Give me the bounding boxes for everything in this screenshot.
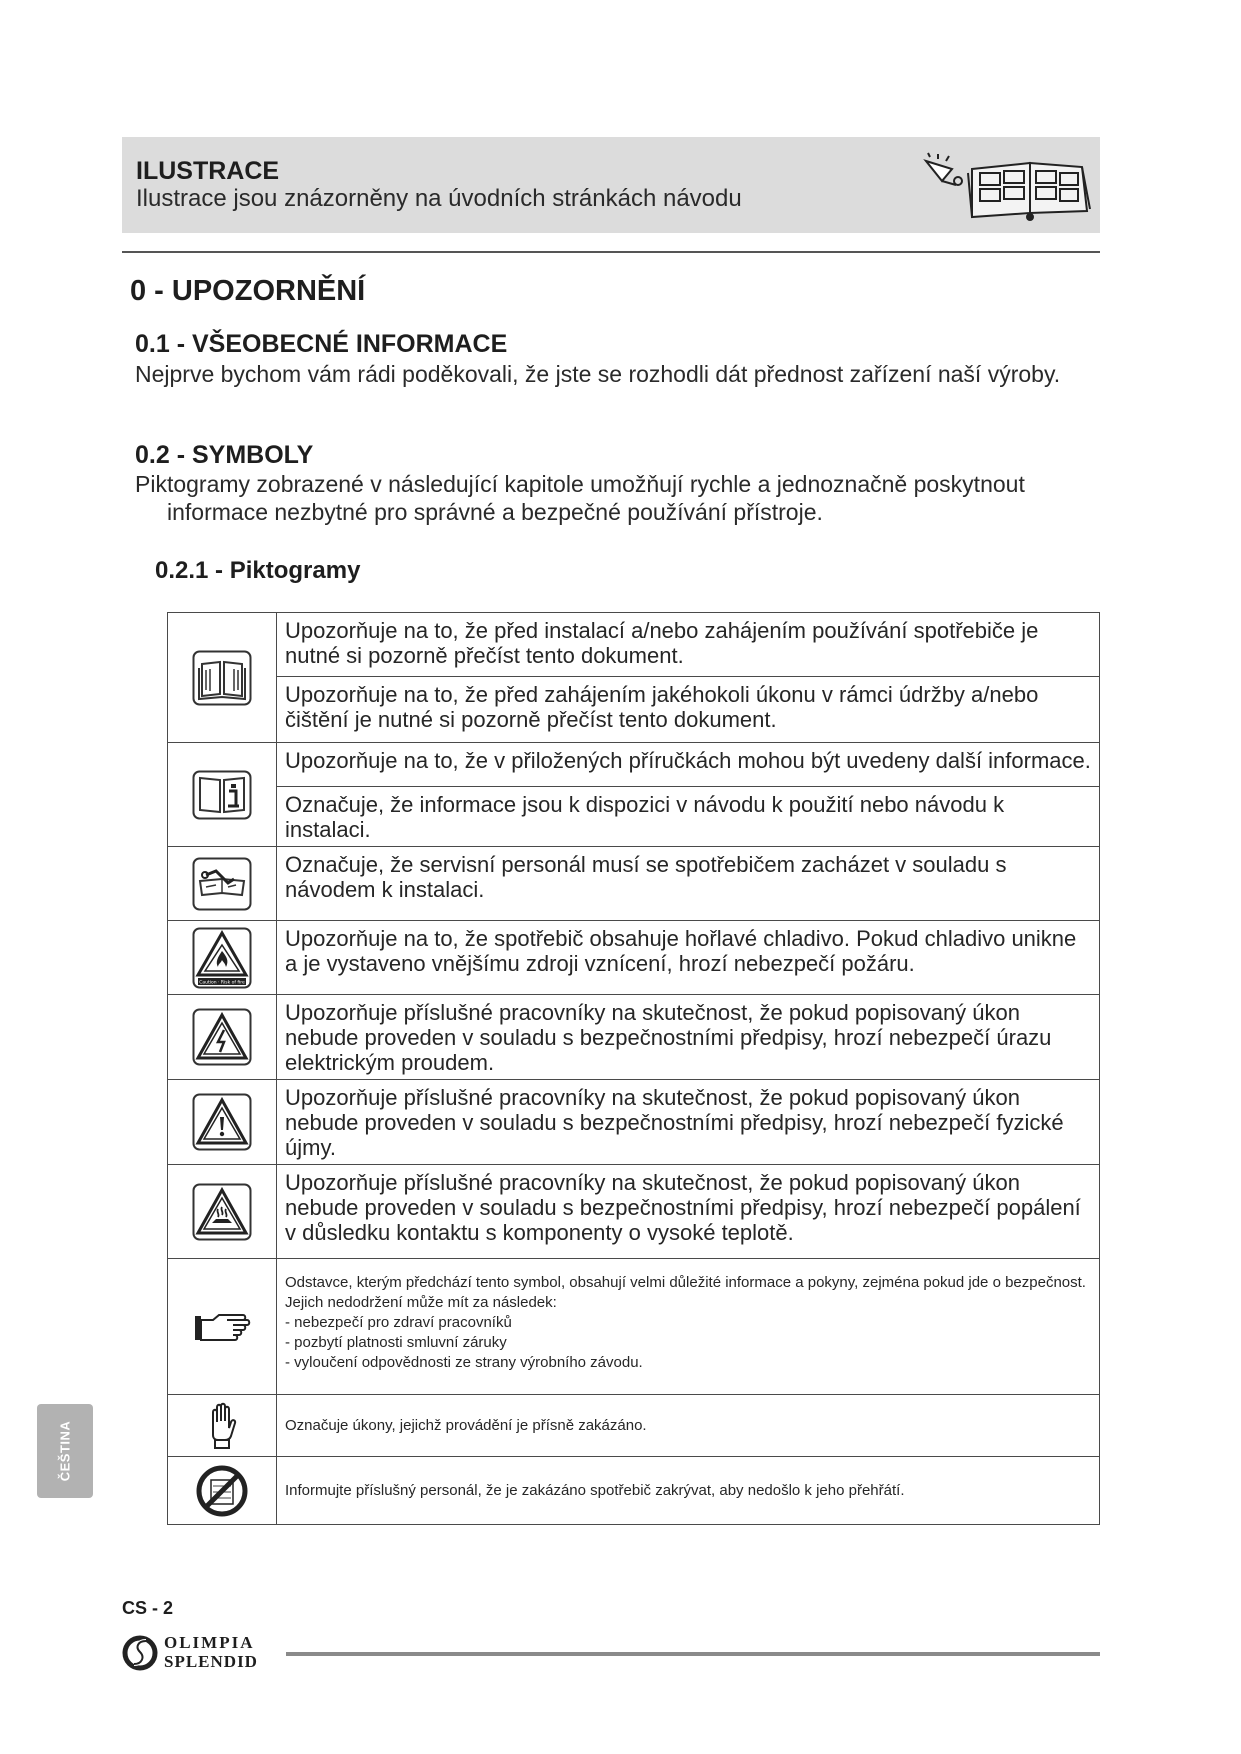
general-danger-icon bbox=[192, 1093, 252, 1151]
illustration-banner bbox=[122, 137, 1100, 233]
section-0-heading: 0 - UPOZORNĚNÍ bbox=[130, 275, 366, 307]
pictogram-text: Upozorňuje na to, že před zahájením jakéhokoli úkonu v rámci údržby a/nebo čištění je nutné si pozorně přečíst tento dokument. bbox=[277, 677, 1100, 743]
pictogram-text: Informujte příslušný personál, že je zakázáno spotřebič zakrývat, aby nedošlo k jeho přehřátí. bbox=[277, 1457, 1100, 1525]
do-not-cover-icon bbox=[195, 1464, 249, 1518]
illustration-title: ILUSTRACE bbox=[136, 157, 280, 185]
flammable-warning-icon bbox=[192, 927, 252, 989]
electric-shock-warning-icon bbox=[192, 1008, 252, 1066]
stop-hand-icon bbox=[207, 1402, 237, 1450]
important-info-cell bbox=[277, 1259, 1100, 1395]
pictogram-cell-info bbox=[168, 743, 277, 847]
pictogram-text: Označuje, že informace jsou k dispozici v návodu k použití nebo návodu k instalaci. bbox=[277, 787, 1100, 847]
flammable-caption: Caution · Risk of fire bbox=[199, 980, 245, 985]
list-item: - nebezpečí pro zdraví pracovníků bbox=[285, 1313, 1091, 1333]
pictogram-text: Upozorňuje příslušné pracovníky na skutečnost, že pokud popisovaný úkon nebude proveden v souladu s bezpečnostními předpisy, hrozí nebezpečí úrazu elektrickým proudem. bbox=[277, 995, 1100, 1080]
pictogram-text: Označuje, že servisní personál musí se spotřebičem zacházet v souladu s návodem k instalaci. bbox=[277, 847, 1100, 921]
page-number: CS - 2 bbox=[122, 1598, 174, 1618]
pictogram-text: Upozorňuje na to, že spotřebič obsahuje hořlavé chladivo. Pokud chladivo unikne a je vystaveno vnějšímu zdroji vznícení, hrozí nebezpečí požáru. bbox=[277, 921, 1100, 995]
header-divider bbox=[122, 251, 1100, 253]
section-0-1-text: Nejprve bychom vám rádi poděkovali, že jste se rozhodli dát přednost zařízení naší výroby. bbox=[135, 361, 1061, 387]
pictogram-cell-important bbox=[168, 1259, 277, 1395]
section-0-2-text-line2: informace nezbytné pro správné a bezpečné používání přístroje. bbox=[167, 499, 823, 525]
pictogram-text: Upozorňuje na to, že před instalací a/nebo zahájením používání spotřebiče je nutné si pozorně přečíst tento dokument. bbox=[277, 613, 1100, 677]
important-info-text: Odstavce, kterým předchází tento symbol, obsahují velmi důležité informace a pokyny, zejména pokud jde o bezpečnost. Jejich nedodržení může mít za následek: bbox=[285, 1274, 1086, 1311]
info-manual-icon bbox=[192, 770, 252, 820]
pictogram-text: Označuje úkony, jejichž provádění je přísně zakázáno. bbox=[277, 1395, 1100, 1457]
section-0-2-heading: 0.2 - SYMBOLY bbox=[135, 441, 314, 469]
pictogram-table bbox=[167, 612, 1100, 1525]
section-0-2-text-line1: Piktogramy zobrazené v následující kapitole umožňují rychle a jednoznačně poskytnout bbox=[135, 471, 1025, 497]
pictogram-cell-manual bbox=[168, 613, 277, 743]
section-0-1-heading: 0.1 - VŠEOBECNÉ INFORMACE bbox=[135, 330, 508, 358]
pictogram-text: Upozorňuje příslušné pracovníky na skutečnost, že pokud popisovaný úkon nebude proveden v souladu s bezpečnostními předpisy, hrozí nebezpečí popálení v důsledku kontaktu s komponenty o vysoké teplotě. bbox=[277, 1165, 1100, 1259]
pictogram-text: Upozorňuje příslušné pracovníky na skutečnost, že pokud popisovaný úkon nebude proveden v souladu s bezpečnostními předpisy, hrozí nebezpečí fyzické újmy. bbox=[277, 1080, 1100, 1165]
illustration-subtitle: Ilustrace jsou znázorněny na úvodních stránkách návodu bbox=[136, 185, 742, 212]
service-manual-icon bbox=[192, 857, 252, 911]
footer-divider bbox=[286, 1652, 1100, 1656]
read-manual-icon bbox=[192, 650, 252, 706]
brand-name-line1: OLIMPIA bbox=[164, 1633, 255, 1652]
language-label: ČEŠTINA bbox=[57, 1420, 73, 1482]
brand-logo bbox=[120, 1633, 280, 1675]
pictogram-text: Upozorňuje na to, že v přiložených příručkách mohou být uvedeny další informace. bbox=[277, 743, 1100, 787]
hot-surface-warning-icon bbox=[192, 1183, 252, 1241]
pictogram-cell-flammable bbox=[168, 921, 277, 995]
pictogram-cell-forbidden bbox=[168, 1395, 277, 1457]
pictogram-cell-service bbox=[168, 847, 277, 921]
language-side-tab bbox=[37, 1404, 93, 1498]
pictogram-cell-do-not-cover bbox=[168, 1457, 277, 1525]
pictogram-cell-danger bbox=[168, 1080, 277, 1165]
section-0-2-1-heading: 0.2.1 - Piktogramy bbox=[155, 557, 361, 584]
olimpia-splendid-logo-icon bbox=[120, 1633, 160, 1673]
list-item: - vyloučení odpovědnosti ze strany výrobního závodu. bbox=[285, 1353, 1091, 1373]
brand-name-line2: SPLENDID bbox=[164, 1652, 258, 1671]
pictogram-cell-hot bbox=[168, 1165, 277, 1259]
open-book-illustration-icon bbox=[922, 151, 1092, 221]
list-item: - pozbytí platnosti smluvní záruky bbox=[285, 1333, 1091, 1353]
consequence-list bbox=[285, 1313, 1091, 1373]
pointing-hand-icon bbox=[193, 1312, 251, 1342]
pictogram-cell-electric bbox=[168, 995, 277, 1080]
